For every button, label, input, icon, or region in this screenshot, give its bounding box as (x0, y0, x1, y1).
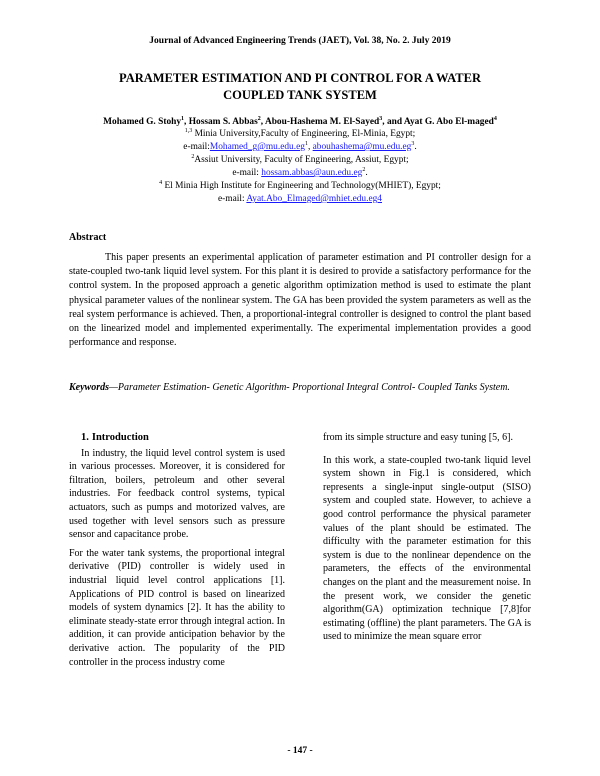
affiliation-2-email-line: e-mail: $hossam.abbas@aun.edu.eg^2$. (232, 166, 368, 178)
email-link-3-sup: 3 (411, 140, 415, 147)
affiliation-1-email-line: $e-mail:Mohamed\_g@mu.edu.eg^1$, $abouhashema@mu.edu.eg^3$. (183, 140, 417, 152)
left-column (69, 431, 285, 674)
intro-paragraph-1: In industry, the liquid level control system is used in various processes. Moreover, it is considered for filtration, boilers, petroleum and other several industries. For feedback control systems, typical actuators, such as pumps and motorized valves, are used together with level sensors such as pressure sensor and capacitance probe. (69, 447, 285, 541)
keywords-dash: — (109, 382, 118, 393)
keywords (69, 381, 531, 395)
affiliation-2-text: Assiut University, Faculty of Engineering, Assiut, Egypt; (194, 155, 409, 165)
keywords-label: Keywords (69, 382, 109, 393)
journal-header: Journal of Advanced Engineering Trends (JAET), Vol. 38, No. 2. July 2019 (149, 36, 451, 46)
affiliation-2-sup: 2 (191, 153, 195, 160)
author-2: Hossam S. Abbas (188, 117, 258, 127)
author-4: and Ayat G. Abo El-maged (386, 117, 494, 127)
section-title: Introduction (91, 432, 149, 443)
affiliation-1 (60, 128, 540, 141)
affiliation-2 (60, 154, 540, 167)
abstract-text: This paper presents an experimental application of parameter estimation and PI controller design for a state-coupled two-tank liquid level system. For this plant it is desired to provide a satisfactory performance for the control system. In the proposed approach a genetic algorithm optimization method is used to estimate the plant physical parameter values of the nonlinear system. The GA has been provided the system parameters as well as the real system performance is achieved. Then, a proportional-integral controller is designed to control the plant based on the linearized model and implemented experimentally. The experimental implementation provides a good performance and response. (69, 252, 531, 349)
section-number: 1. (81, 432, 89, 443)
author-1: Mohamed G. Stohy (103, 117, 182, 127)
email-link-2-sup: 2 (362, 166, 366, 173)
email-link-4[interactable]: Ayat.Abo_Elmaged@mhiet.edu.eg4 (246, 194, 382, 204)
affiliation-1-text: Minia University,Faculty of Engineering, El-Minia, Egypt; (194, 129, 416, 139)
email-prefix: e-mail: (183, 142, 210, 152)
intro-paragraph-2: For the water tank systems, the proportional integral derivative (PID) controller is widely used in industrial liquid level control applications [1]. Applications of PID control is based on linearized models of system dynamics [2]. It has the ability to eliminate steady-state error through integral action. In addition, it can provide anticipation behavior by the derivative action. The popularity of the PID controller in the process industry come (69, 547, 285, 668)
title-line-2: COUPLED TANK SYSTEM (223, 88, 377, 102)
author-3-sup: 3 (379, 115, 383, 122)
title-line-1: PARAMETER ESTIMATION AND PI CONTROL FOR A WATER (119, 71, 481, 85)
author-4-sup: 4 (493, 115, 497, 122)
email-prefix: e-mail: (232, 168, 259, 178)
email-link-3[interactable]: abouhashema@mu.edu.eg (312, 142, 412, 152)
email-link-2[interactable]: hossam.abbas@aun.edu.eg (261, 168, 363, 178)
intro-paragraph-3: from its simple structure and easy tuning [5, 6]. (323, 432, 513, 443)
author-2-sup: 2 (257, 115, 261, 122)
author-list: Mohamed G. Stohy$^1$, Hossam S. Abbas$^2$, Abou-Hashema M. El-Sayed$^3$, and Ayat G. Abo El-maged$^4$ (103, 115, 497, 127)
affiliation-3 (60, 180, 540, 193)
email-prefix: e-mail: (218, 194, 245, 204)
email-link-1[interactable]: Mohamed_g@mu.edu.eg (209, 142, 305, 152)
affiliation-3-text: El Minia High Institute for Engineering and Technology(MHIET), Egypt; (164, 181, 441, 191)
abstract-heading: Abstract (69, 232, 107, 243)
affiliation-3-sup: 4 (159, 179, 163, 186)
section-heading-introduction (81, 431, 285, 445)
email-link-1-sup: 1 (304, 140, 308, 147)
affiliation-1-sup: 1,3 (184, 127, 193, 134)
author-1-sup: 1 (181, 115, 185, 122)
keywords-text: Parameter Estimation- Genetic Algorithm- Proportional Integral Control- Coupled Tanks System. (117, 382, 510, 393)
author-3: Abou-Hashema M. El-Sayed (264, 117, 380, 127)
intro-paragraph-4: In this work, a state-coupled two-tank liquid level system shown in Fig.1 is considered, which represents a single-input single-output (SISO) system and coupled state. However, to achieve a good control performance the physical parameter values of the plant should be estimated. The difficulty with the parameter estimation for this system is due to the nonlinear dependence on the parameters, the effects of the environmental changes on the plant and the measurement noise. In the present work, we consider the genetic algorithm(GA) optimization technique [7,8]for estimating (offline) the plant parameters. The GA is used to minimize the mean square error (323, 454, 531, 643)
page-number: - 147 - (287, 746, 313, 756)
affiliation-3-email-line (60, 193, 540, 206)
paper-title (60, 70, 540, 104)
right-column (323, 431, 531, 649)
